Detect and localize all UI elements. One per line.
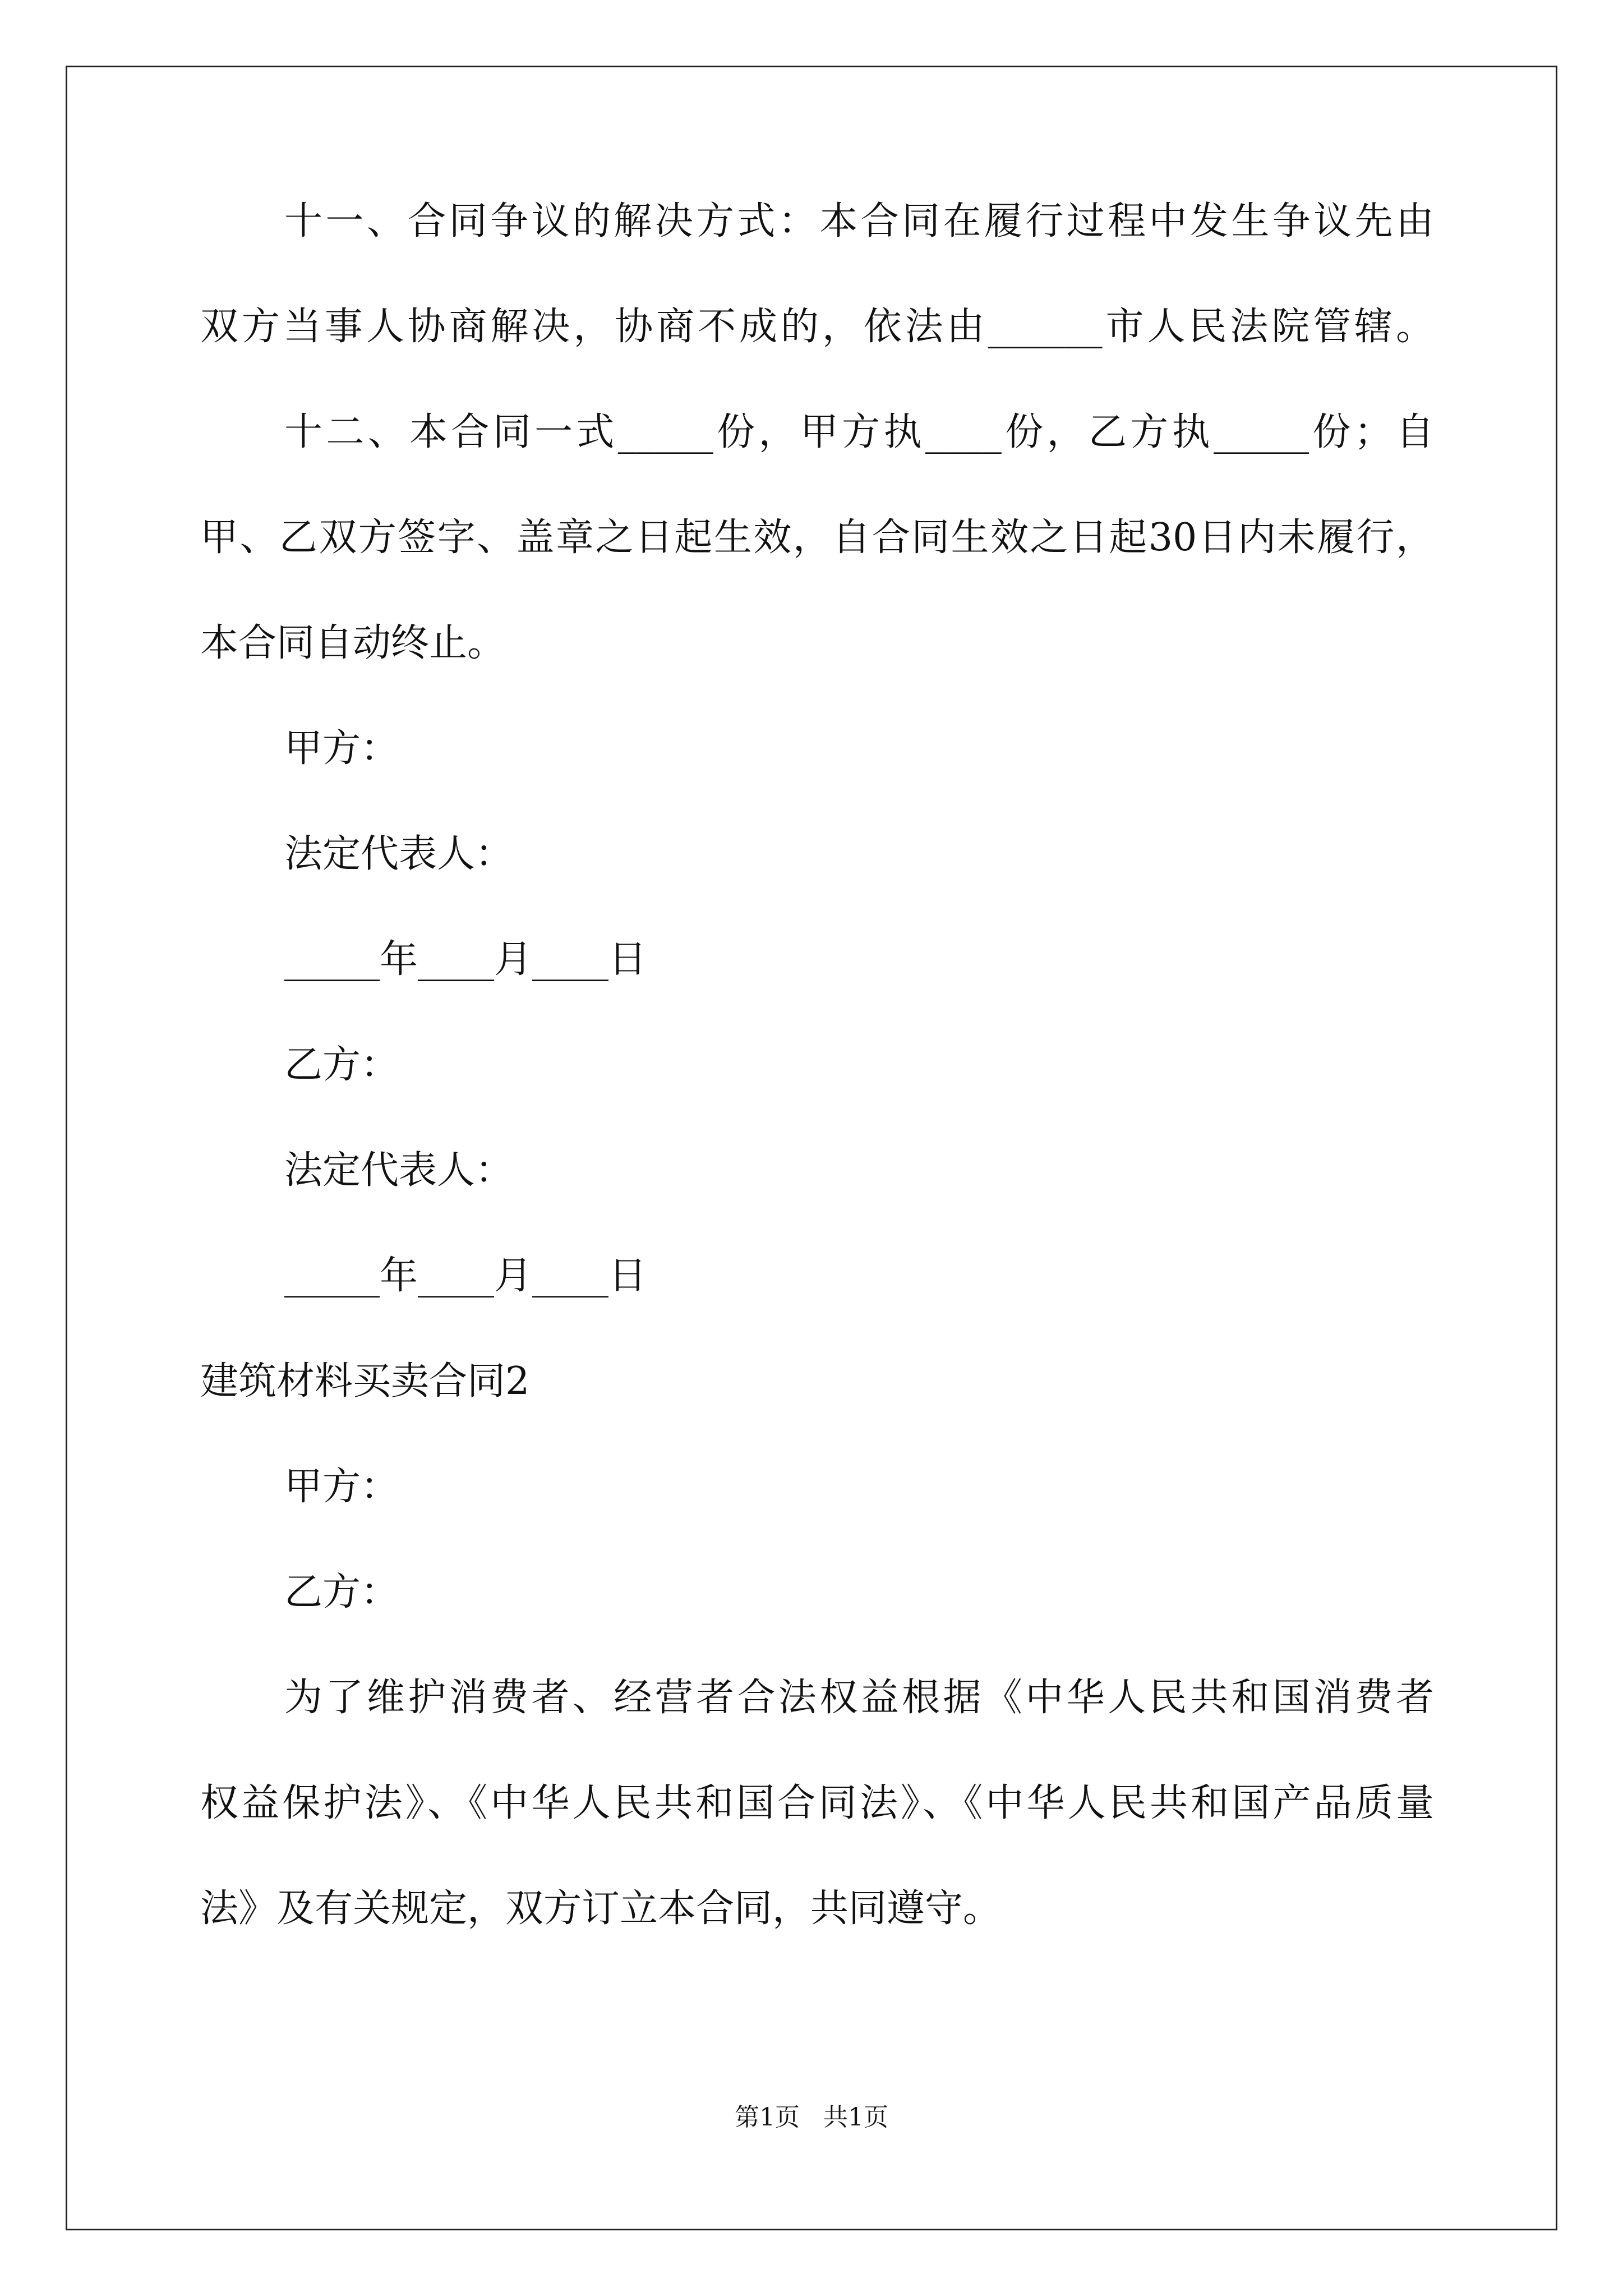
- preamble-line-2: 权益保护法》、《中华人民共和国合同法》、《中华人民共和国产品质量: [200, 1781, 1434, 1825]
- section-title: 建筑材料买卖合同2: [200, 1359, 530, 1404]
- party-a-label: 甲方：: [284, 726, 399, 771]
- party-b-label: 乙方：: [284, 1043, 399, 1087]
- clause-12-line-3: 本合同自动终止。: [200, 621, 506, 665]
- clause-12-line-2: 甲、乙双方签字、盖章之日起生效，自合同生效之日起30日内未履行，: [200, 516, 1434, 560]
- party-b-representative-label: 法定代表人：: [284, 1148, 514, 1193]
- clause-11-line-1: 十一、合同争议的解决方式：本合同在履行过程中发生争议先由: [284, 199, 1434, 243]
- page-number-footer: 第1页 共1页: [735, 2103, 888, 2132]
- clause-12-line-1: 十二、本合同一式_____份，甲方执____份，乙方执_____份；自: [284, 410, 1434, 454]
- contract-2-party-b-label: 乙方：: [284, 1570, 399, 1614]
- clause-11-line-2: 双方当事人协商解决，协商不成的，依法由______市人民法院管辖。: [200, 305, 1434, 349]
- preamble-line-3: 法》及有关规定，双方订立本合同，共同遵守。: [200, 1887, 1002, 1931]
- party-a-representative-label: 法定代表人：: [284, 832, 514, 876]
- contract-2-party-a-label: 甲方：: [284, 1465, 399, 1509]
- party-b-date-line: _____年____月____日: [284, 1254, 647, 1298]
- party-a-date-line: _____年____月____日: [284, 937, 647, 982]
- preamble-line-1: 为了维护消费者、经营者合法权益根据《中华人民共和国消费者: [284, 1676, 1434, 1720]
